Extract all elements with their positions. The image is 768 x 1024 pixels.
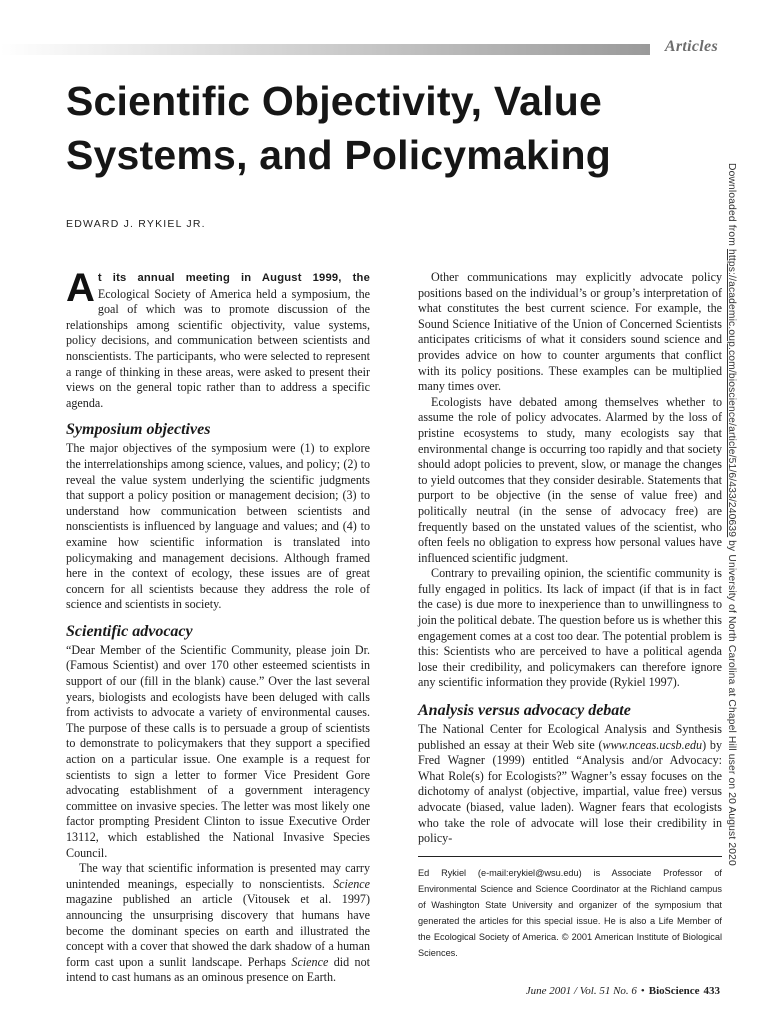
journal-name-science: Science — [333, 876, 370, 891]
download-notice — [724, 163, 738, 883]
section-label: Articles — [664, 38, 718, 55]
download-notice-prefix: Downloaded from — [726, 163, 737, 249]
presentation-paragraph — [66, 861, 370, 986]
ecologists-debate-paragraph: Ecologists have debated among themselves whether to assume the role of policy advocates. Alarmed by the loss of pristine ecosystems to study, many ecologists say that environmental change is occurring too rapidly and that society should adopt policies to prevent, slow, or manage the changes to yield outcomes that they consider desirable. Statements that purport to be objective (in the sense of value free) and politically neutral (in the sense of advocacy free) are frequently based on the unstated values of the scientist, who often feels no obligation to express how personal values have influenced scientific judgment. — [418, 394, 722, 565]
objectives-paragraph: The major objectives of the symposium were (1) to explore the interrelationships among science, values, and policy; (2) to reveal the value system underlying the scientific judgments that support a policy position or management decision; (3) to understand how communication between scientists and nonscientists is influenced by language and values; and (4) to examine how scientific information is translated into policymaking and management decisions. Although framed here in the context of ecology, these issues are of great concern for all scientists because they address the role of science and scientists in society. — [66, 441, 370, 612]
politics-paragraph: Contrary to prevailing opinion, the scientific community is fully engaged in politics. Its lack of impact (if that is in fact the case) is due more to inexperience than to unwillingness to join the political debate. The question before us is whether this engagement comes at a cost too dear. The potential problem is this: Scientists who are perceived to have a political agenda lose their credibility, and policymakers can therefore ignore any scientific information they provide (Rykiel 1997). — [418, 566, 722, 690]
drop-cap: A — [66, 266, 95, 310]
heading-symposium-objectives: Symposium objectives — [66, 421, 211, 439]
nceas-text-a: The National Center for Ecological Analysis and Synthesis published an essay at their Web site ( — [418, 722, 722, 752]
author-footnote — [418, 856, 722, 961]
heading-analysis-advocacy: Analysis versus advocacy debate — [418, 702, 631, 720]
intro-text: Ecological Society of America held a symposium, the goal of which was to promote discussion of the relationships among scientific objectivity, value systems, policy decisions, and communication between scientists and nonscientists. The participants, who were selected to represent a range of thinking in these areas, were asked to present their views on the general topic rather than to address a specific agenda. — [66, 286, 370, 410]
article-title: Scientific Objectivity, Value Systems, and Policymaking — [66, 78, 612, 178]
nceas-paragraph — [418, 722, 722, 847]
left-column — [66, 266, 371, 986]
page-number: 433 — [703, 985, 720, 997]
presentation-text-b: magazine published an article (Vitousek et al. 1997) announcing the unsurprising discovery that humans have become the dominant species on earth and illustrated the concept with a cover that showed the dark shadow of a human form cast upon a sunlit landscape. Perhaps — [66, 892, 370, 969]
presentation-text-c: did not intend to cast humans as an ominous presence on Earth. — [66, 954, 371, 985]
journal-name-science: Science — [291, 954, 329, 969]
issue-info: June 2001 / Vol. 51 No. 6 — [525, 985, 637, 997]
header-rule — [0, 44, 650, 55]
intro-paragraph — [66, 266, 370, 411]
footnote-text: Ed Rykiel (e-mail:erykiel@wsu.edu) is Associate Professor of Environmental Science and Science Coordinator at the Richland campus of Washington State University and organizer of the symposium that generated the articles for this special issue. He is also a Life Member of the Ecological Society of America. © 2001 American Institute of Biological Sciences. — [418, 868, 722, 958]
communications-paragraph: Other communications may explicitly advocate policy positions based on the individual’s or group’s interpretation of what constitutes the best current science. For example, the Sound Science Initiative of the Union of Concerned Scientists anticipates criticisms of what it considers sound science and provides advice on how to counter arguments that conflict with its policy positions. These examples can be multiplied many times over. — [418, 270, 722, 394]
right-column — [418, 270, 722, 847]
author-byline: EDWARD J. RYKIEL JR. — [66, 218, 206, 230]
nceas-url: www.nceas.ucsb.edu — [602, 737, 703, 752]
heading-scientific-advocacy: Scientific advocacy — [66, 622, 193, 640]
page-footer — [526, 985, 720, 997]
intro-leadin: t its annual meeting in August 1999, the — [97, 272, 370, 284]
footer-bullet: • — [640, 985, 645, 997]
presentation-text-a: The way that scientific information is presented may carry unintended meanings, especially to nonscientists. — [66, 861, 370, 891]
nceas-text-b: ) by Fred Wagner (1999) entitled “Analysis and/or Advocacy: What Role(s) for Ecologists?” Wagner’s essay focuses on the dichotomy of analyst (objective, impartial, value free) versus advocate (biased, value laden). Wagner fears that ecologists who take the role of advocate will lose their credibility in policy- — [418, 737, 722, 846]
journal-name: BioScience — [648, 985, 700, 997]
download-link[interactable]: https://academic.oup.com/bioscience/article/51/6/433/240639 — [726, 248, 737, 538]
advocacy-paragraph: “Dear Member of the Scientific Community, please join Dr. (Famous Scientist) and over 170 other esteemed scientists in support of our (fill in the blank) cause.” Over the last several years, biologists and ecologists have been deluged with calls from activists to advocate a variety of environmental causes. The purpose of these calls is to persuade a group of scientists to demonstrate to policymakers that they support a specified action on a particular issue. One example is a request for scientists to sign a letter to former Vice President Gore advocating establishment of a government interagency committee on invasive species. The letter was most likely one factor prompting President Clinton to issue Executive Order 13112, which established the National Invasive Species Council. — [66, 642, 370, 860]
download-notice-suffix: by University of North Carolina at Chapel Hill user on 20 August 2020 — [726, 537, 737, 866]
